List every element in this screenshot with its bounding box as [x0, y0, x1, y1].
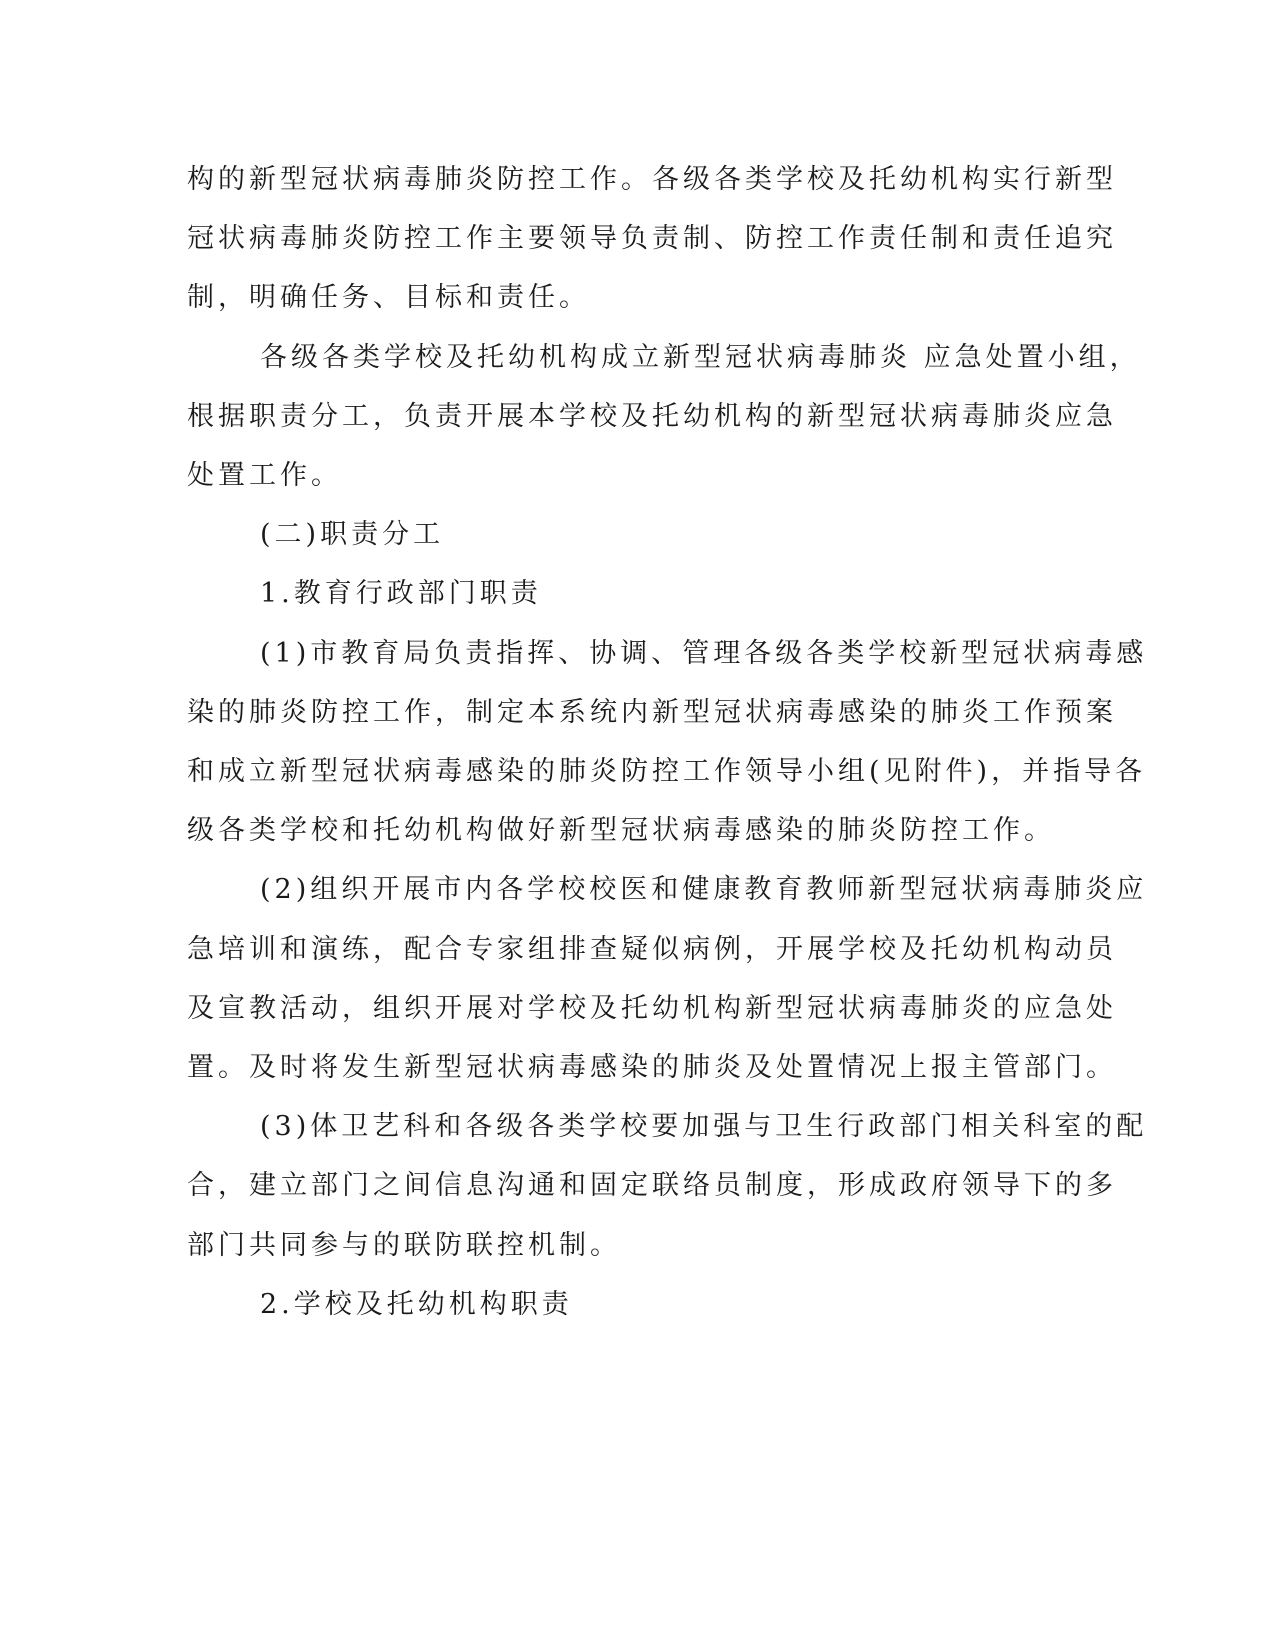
text-line: 冠状病毒肺炎防控工作主要领导负责制、防控工作责任制和责任追究: [187, 223, 1117, 254]
subsection-heading: 2.学校及托幼机构职责: [260, 1289, 573, 1320]
text-line: 置。及时将发生新型冠状病毒感染的肺炎及处置情况上报主管部门。: [187, 1052, 1117, 1083]
text-line: 根据职责分工，负责开展本学校及托幼机构的新型冠状病毒肺炎应急: [187, 401, 1117, 432]
text-line: 和成立新型冠状病毒感染的肺炎防控工作领导小组(见附件)，并指导各: [187, 756, 1147, 787]
text-line: 处置工作。: [187, 460, 342, 491]
text-line: 部门共同参与的联防联控机制。: [187, 1230, 621, 1261]
paragraph-start-line: (2)组织开展市内各学校校医和健康教育教师新型冠状病毒肺炎应: [260, 874, 1148, 905]
text-line: 急培训和演练，配合专家组排查疑似病例，开展学校及托幼机构动员: [187, 934, 1117, 965]
text-line: 构的新型冠状病毒肺炎防控工作。各级各类学校及托幼机构实行新型: [187, 164, 1117, 195]
text-line: 级各类学校和托幼机构做好新型冠状病毒感染的肺炎防控工作。: [187, 815, 1055, 846]
section-heading: (二)职责分工: [260, 519, 445, 550]
text-line: 合，建立部门之间信息沟通和固定联络员制度，形成政府领导下的多: [187, 1170, 1117, 1201]
text-line: 染的肺炎防控工作，制定本系统内新型冠状病毒感染的肺炎工作预案: [187, 697, 1117, 728]
paragraph-start-line: 各级各类学校及托幼机构成立新型冠状病毒肺炎 应急处置小组，: [260, 342, 1141, 373]
paragraph-start-line: (3)体卫艺科和各级各类学校要加强与卫生行政部门相关科室的配: [260, 1111, 1148, 1142]
text-line: 制，明确任务、目标和责任。: [187, 282, 590, 313]
paragraph-start-line: (1)市教育局负责指挥、协调、管理各级各类学校新型冠状病毒感: [260, 638, 1148, 669]
subsection-heading: 1.教育行政部门职责: [260, 578, 542, 609]
text-line: 及宣教活动，组织开展对学校及托幼机构新型冠状病毒肺炎的应急处: [187, 993, 1117, 1024]
